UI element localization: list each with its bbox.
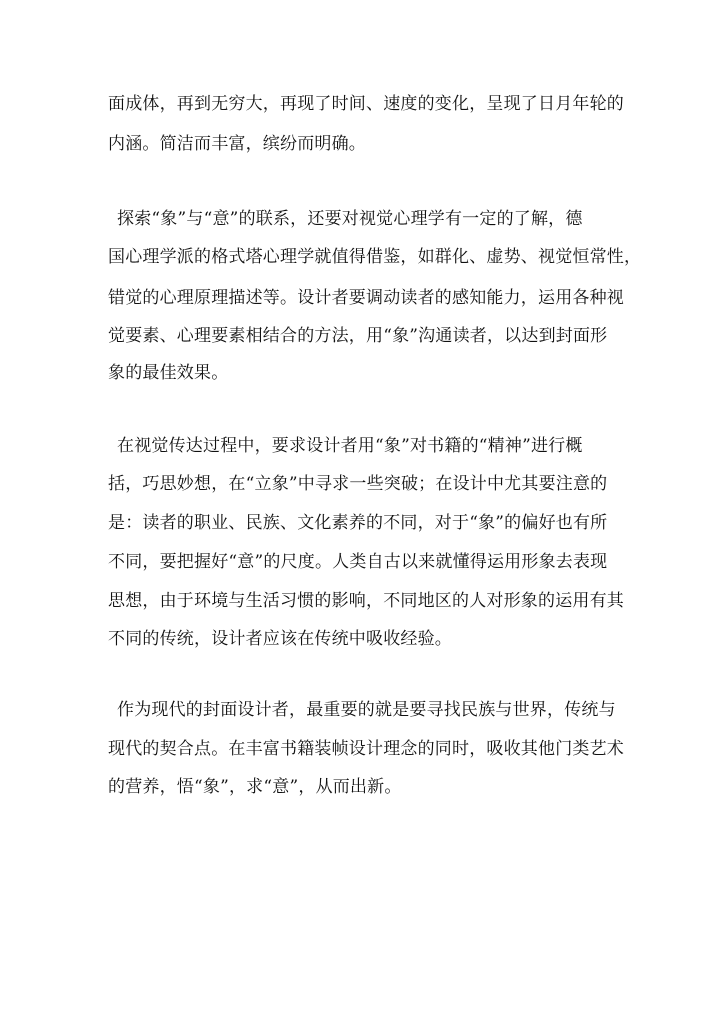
text-line: 思想，由于环境与生活习惯的影响，不同地区的人对形象的运用有其 [108,591,624,611]
text-line: 作为现代的封面设计者，最重要的就是要寻找民族与世界，传统与 [117,700,616,720]
text-line: 现代的契合点。在丰富书籍装帧设计理念的同时，吸收其他门类艺术 [108,739,624,759]
text-line: 不同，要把握好“意”的尺度。人类自古以来就懂得运用形象去表现 [108,552,608,572]
text-line: 不同的传统，设计者应该在传统中吸收经验。 [108,629,452,649]
text-line: 象的最佳效果。 [108,363,229,383]
paragraph-3-line-6 [0,627,721,651]
text-line: 面成体，再到无穷大，再现了时间、速度的变化，呈现了日月年轮的 [108,94,624,114]
paragraph-4-line-3 [0,775,721,799]
paragraph-3-line-5 [0,589,721,613]
text-line: 的营养，悟“象”，求“意”，从而出新。 [108,777,402,797]
paragraph-3-line-2 [0,472,721,496]
paragraph-1-line-2 [0,132,721,156]
paragraph-2-line-4 [0,324,721,348]
paragraph-2-line-3 [0,286,721,310]
paragraph-3-line-4 [0,550,721,574]
text-line: 内涵。简洁而丰富，缤纷而明确。 [108,134,366,154]
paragraph-3-line-1 [0,434,721,458]
paragraph-4-line-1 [0,698,721,722]
text-line: 觉要素、心理要素相结合的方法，用“象”沟通读者，以达到封面形 [108,326,608,346]
paragraph-2-line-5 [0,361,721,385]
text-line: 错觉的心理原理描述等。设计者要调动读者的感知能力，运用各种视 [108,288,624,308]
text-line: 在视觉传达过程中，要求设计者用“象”对书籍的“精神”进行概 [117,436,583,456]
text-line: 探索“象”与“意”的联系，还要对视觉心理学有一定的了解，德 [117,209,583,229]
paragraph-3-line-3 [0,511,721,535]
paragraph-2-line-1 [0,207,721,231]
text-line: 是：读者的职业、民族、文化素养的不同，对于“象”的偏好也有所 [108,513,608,533]
paragraph-2-line-2 [0,245,721,269]
text-line: 括，巧思妙想，在“立象”中寻求一些突破；在设计中尤其要注意的 [108,474,608,494]
paragraph-1-line-1 [0,92,721,116]
paragraph-4-line-2 [0,737,721,761]
text-line: 国心理学派的格式塔心理学就值得借鉴，如群化、虚势、视觉恒常性， [108,247,642,267]
